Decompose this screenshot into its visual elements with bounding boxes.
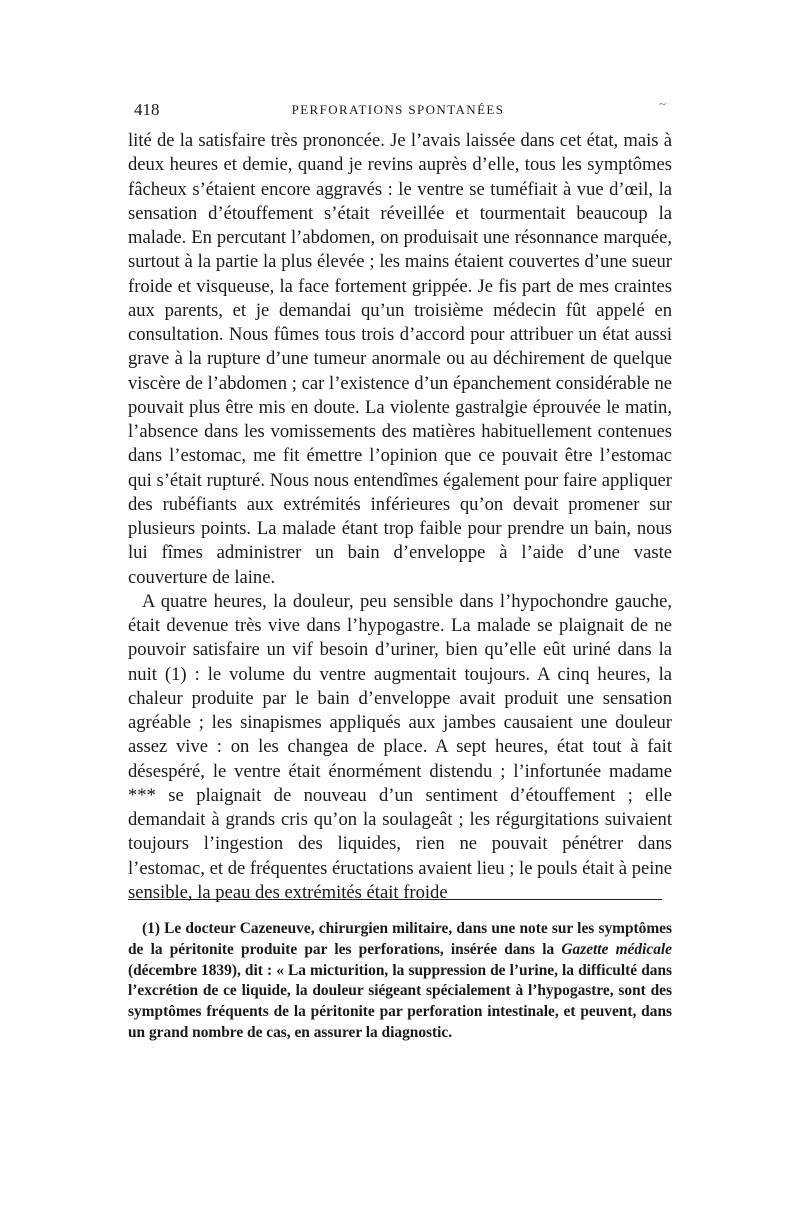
footnote — [128, 919, 672, 1044]
footnote-text — [128, 919, 672, 1044]
header-mark: ~ — [658, 96, 666, 111]
page-number: 418 — [134, 100, 160, 119]
footnote-text-start: (1) Le docteur Cazeneuve, chirurgien militaire, dans une note sur les symptômes de la péritonite produite par les perforations, insérée dans la — [128, 920, 672, 958]
footnote-separator — [128, 899, 662, 900]
paragraph-continued: lité de la satisfaire très prononcée. Je l’avais laissée dans cet état, mais à deux heures et demie, quand je revins auprès d’elle, tous les symptômes fâcheux s’étaient encore aggravés : le ventre se tuméfiait à vue d’œil, la sensation d’étouffement s’était réveillée et tourmentait beaucoup la malade. En percutant l’abdomen, on produisait une résonnance marquée, surtout à la partie la plus élevée ; les mains étaient couvertes d’une sueur froide et visqueuse, la face fortement grippée. Je fis part de mes craintes aux parents, et je demandai qu’un troisième médecin fût appelé en consultation. Nous fûmes tous trois d’accord pour attribuer un état aussi grave à la rupture d’une tumeur anormale ou au déchirement de quelque viscère de l’abdomen ; car l’existence d’un épanchement considérable ne pouvait plus être mis en doute. La violente gastralgie éprouvée le matin, l’absence dans les vomissements des matières habituellement contenues dans l’estomac, me fit émettre l’opinion que ce pouvait être l’estomac qui s’était rupturé. Nous nous entendîmes également pour faire appliquer des rubéfiants aux extrémités inférieures qu’on devait promener sur plusieurs points. La malade étant trop faible pour prendre un bain, nous lui fîmes administrer un bain d’enveloppe à l’aide d’une vaste couverture de laine. — [128, 130, 672, 588]
body-text — [128, 129, 672, 905]
footnote-journal-title: Gazette médicale — [561, 940, 672, 958]
page-header — [128, 96, 668, 124]
paragraph-quatre-heures: A quatre heures, la douleur, peu sensible dans l’hypochondre gauche, était devenue très vive dans l’hypogastre. La malade se plaignait de ne pouvoir satisfaire un vif besoin d’uriner, bien qu’elle eût uriné dans la nuit (1) : le volume du ventre augmentait toujours. A cinq heures, la chaleur produite par le bain d’enveloppe avait produit une sensation agréable ; les sinapismes appliqués aux jambes causaient une douleur assez vive : on les changea de place. A sept heures, état tout à fait désespéré, le ventre était énormément distendu ; l’infortunée madame *** se plaignait de nouveau d’un sentiment d’étouffement ; elle demandait à grands cris qu’on la soulageât ; les régurgitations suivaient toujours l’ingestion des liquides, rien ne pouvait pénétrer dans l’estomac, et de fréquentes éructations avaient lieu ; le pouls était à peine sensible, la peau des extrémités était froide — [128, 590, 672, 903]
running-title: PERFORATIONS SPONTANÉES — [291, 102, 505, 117]
footnote-text-end: (décembre 1839), dit : « La micturition, la suppression de l’urine, la difficulté dans l’excrétion de ce liquide, la douleur siégeant spécialement à l’hypogastre, sont des symptômes fréquents de la péritonite par perforation intestinale, et peuvent, dans un grand nombre de cas, en assurer la diagnostic. — [128, 961, 672, 1041]
